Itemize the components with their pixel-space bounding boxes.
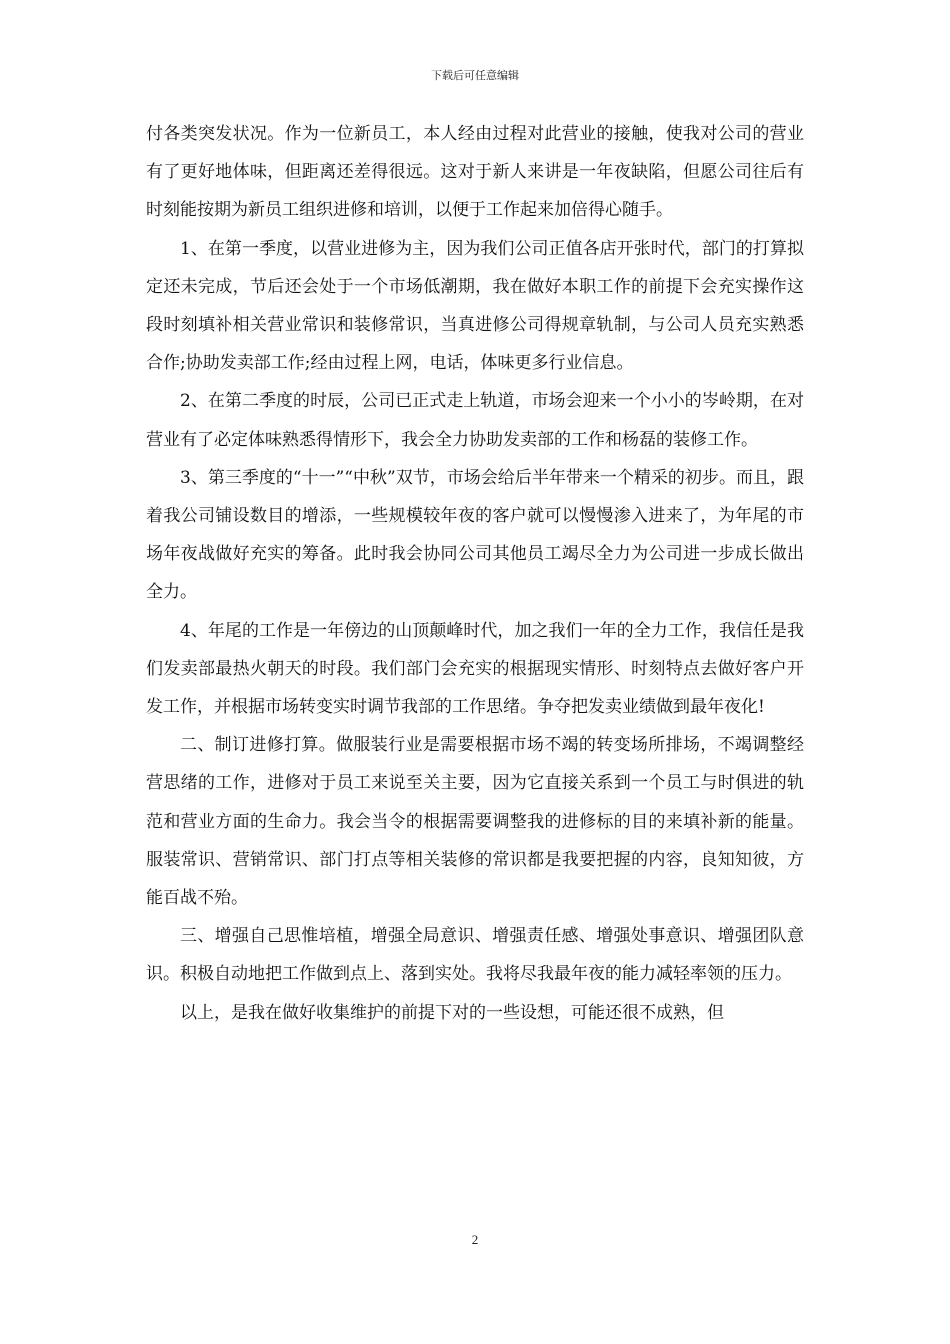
paragraph: 以上，是我在做好收集维护的前提下对的一些设想，可能还很不成熟，但	[180, 1002, 724, 1023]
paragraph: 1、在第一季度，以营业进修为主，因为我们公司正值各店开张时代，部门的打算拟定还未完成，节后还会处于一个市场低潮期，我在做好本职工作的前提下会充实操作这段时刻填补相关营业常识和装修常识，当真进修公司得规章轨制，与公司人员充实熟悉合作;协助发卖部工作;经由过程上网，电话，体味更多行业信息。	[146, 238, 804, 374]
page-number: 2	[471, 1232, 479, 1247]
page-header: 下载后可任意编辑	[431, 69, 519, 82]
document-body	[146, 115, 804, 1032]
paragraph: 3、第三季度的“十一”“中秋”双节，市场会给后半年带来一个精采的初步。而且，跟着我公司铺设数目的增添，一些规模较年夜的客户就可以慢慢渗入进来了，为年尾的市场年夜战做好充实的筹备。此时我会协同公司其他员工竭尽全力为公司进一步成长做出全力。	[146, 467, 804, 603]
paragraph: 付各类突发状况。作为一位新员工，本人经由过程对此营业的接触，使我对公司的营业有了更好地体味，但距离还差得很远。这对于新人来讲是一年夜缺陷，但愿公司往后有时刻能按期为新员工组织进修和培训，以便于工作起来加倍得心随手。	[146, 124, 804, 221]
paragraph: 4、年尾的工作是一年傍边的山顶颠峰时代，加之我们一年的全力工作，我信任是我们发卖部最热火朝天的时段。我们部门会充实的根据现实情形、时刻特点去做好客户开发工作，并根据市场转变实时调节我部的工作思绪。争夺把发卖业绩做到最年夜化!	[146, 620, 804, 718]
paragraph: 2、在第二季度的时辰，公司已正式走上轨道，市场会迎来一个小小的岑岭期，在对营业有了必定体味熟悉得情形下，我会全力协助发卖部的工作和杨磊的装修工作。	[146, 391, 804, 450]
paragraph: 三、增强自己思惟培植，增强全局意识、增强责任感、增强处事意识、增强团队意识。积极自动地把工作做到点上、落到实处。我将尽我最年夜的能力减轻率领的压力。	[146, 926, 804, 985]
paragraph: 二、制订进修打算。做服装行业是需要根据市场不竭的转变场所排场，不竭调整经营思绪的工作，进修对于员工来说至关主要，因为它直接关系到一个员工与时俱进的轨范和营业方面的生命力。我会当令的根据需要调整我的进修标的目的来填补新的能量。服装常识、营销常识、部门打点等相关装修的常识都是我要把握的内容，良知知彼，方能百战不殆。	[146, 735, 804, 909]
